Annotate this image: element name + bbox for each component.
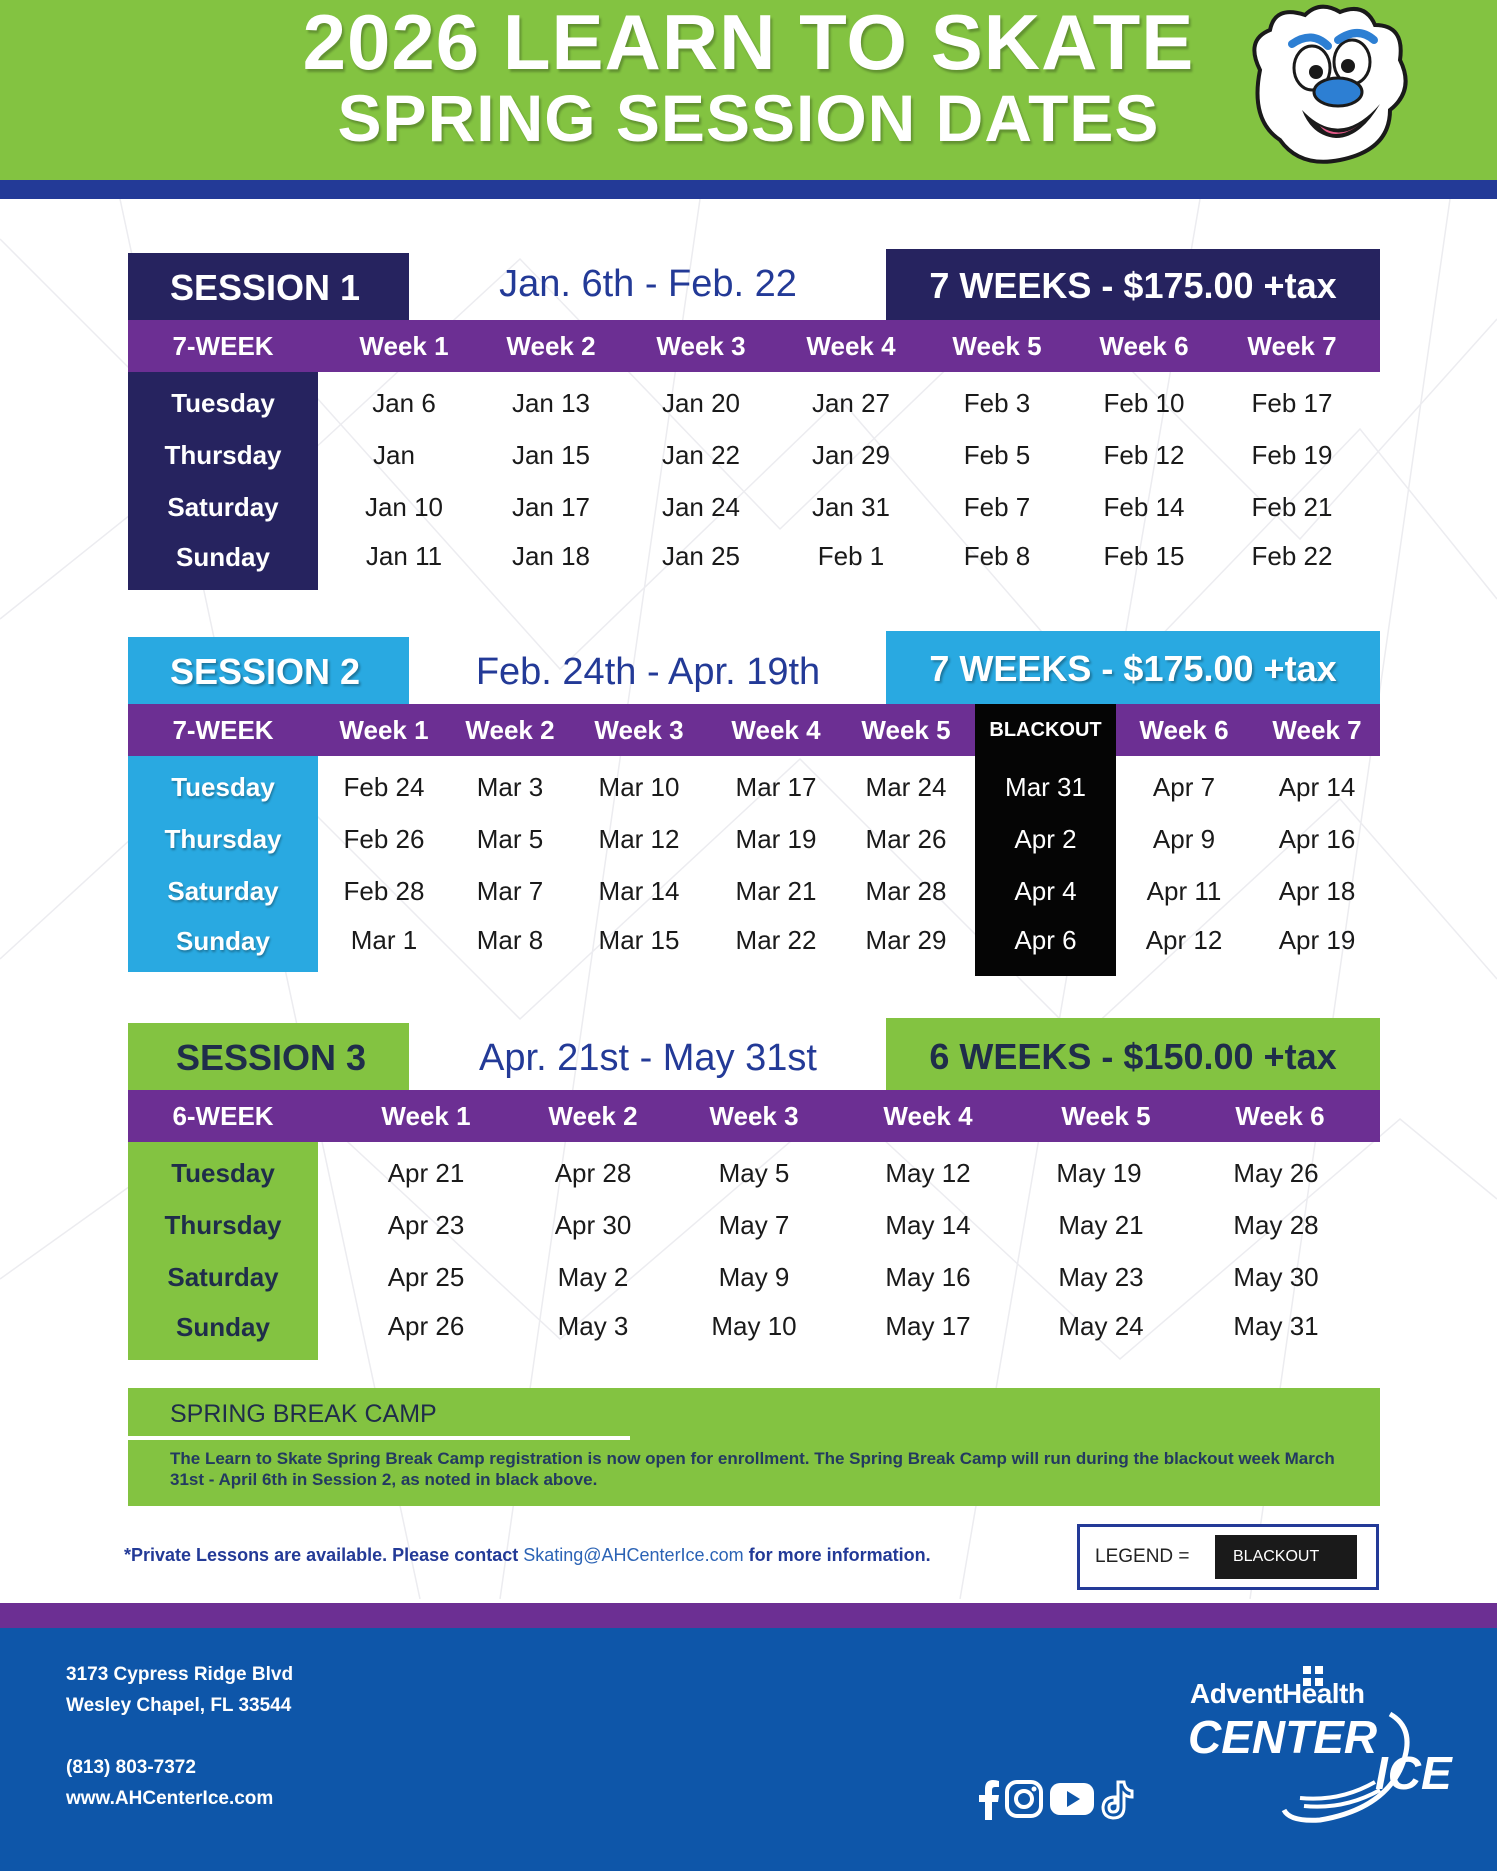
date-cell: Apr 7 — [1152, 772, 1216, 802]
date-cell: Feb 1 — [817, 541, 885, 571]
date-cell: Apr 11 — [1146, 876, 1222, 906]
date-cell: Apr 18 — [1278, 876, 1356, 906]
session-type: 7-WEEK — [172, 715, 274, 745]
address-line-1: 3173 Cypress Ridge Blvd — [66, 1664, 294, 1685]
date-cell: May 28 — [1233, 1210, 1319, 1240]
date-cell: May 19 — [1056, 1158, 1142, 1188]
date-cell: Mar 17 — [735, 772, 817, 802]
date-cell: Mar 3 — [476, 772, 544, 802]
legend-label: LEGEND = — [1095, 1546, 1190, 1567]
date-cell: Feb 12 — [1103, 440, 1185, 470]
date-cell: Mar 21 — [735, 876, 817, 906]
date-cell: May 30 — [1233, 1262, 1319, 1292]
date-cell: Mar 26 — [865, 824, 947, 854]
date-cell: Feb 14 — [1103, 492, 1185, 522]
blackout-date-cell: Mar 31 — [1005, 772, 1086, 802]
date-cell: May 3 — [557, 1311, 629, 1341]
session-label: SESSION 3 — [128, 1023, 409, 1093]
date-cell: Mar 12 — [598, 824, 680, 854]
day-label: Thursday — [164, 440, 282, 470]
address-line-2: Wesley Chapel, FL 33544 — [66, 1695, 292, 1716]
date-cell: Jan 6 — [372, 388, 436, 418]
date-cell: Mar 29 — [865, 925, 947, 955]
session-type: 7-WEEK — [172, 331, 274, 361]
date-cell: May 7 — [718, 1210, 790, 1240]
date-cell: Jan 31 — [811, 492, 891, 522]
date-cell: May 2 — [557, 1262, 629, 1292]
day-label: Tuesday — [171, 772, 275, 802]
day-label: Sunday — [176, 542, 270, 572]
date-cell: Apr 25 — [387, 1262, 465, 1292]
date-cell: Apr 28 — [554, 1158, 632, 1188]
date-cell: Feb 17 — [1251, 388, 1333, 418]
session-header-row — [128, 1090, 1380, 1142]
session-dates: Apr. 21st - May 31st — [479, 1037, 817, 1079]
week-header: Week 1 — [339, 715, 429, 745]
brand-name: AdventHealth — [1190, 1678, 1365, 1709]
website-link[interactable]: www.AHCenterIce.com — [66, 1788, 274, 1809]
tiktok-icon[interactable] — [1100, 1780, 1134, 1820]
week-header: Week 3 — [594, 715, 684, 745]
date-cell: Feb 22 — [1251, 541, 1333, 571]
date-cell: Apr 16 — [1278, 824, 1356, 854]
date-cell: Jan 13 — [511, 388, 591, 418]
page-title: 2026 LEARN TO SKATE — [302, 0, 1195, 86]
week-header: Week 3 — [709, 1101, 799, 1131]
week-header: Week 6 — [1139, 715, 1229, 745]
week-header: Week 4 — [806, 331, 896, 361]
date-cell: Apr 9 — [1152, 824, 1216, 854]
date-cell: Jan 18 — [511, 541, 591, 571]
week-header: Week 7 — [1247, 331, 1337, 361]
page-subtitle: SPRING SESSION DATES — [337, 81, 1160, 155]
date-cell: May 10 — [711, 1311, 797, 1341]
date-cell: May 9 — [718, 1262, 790, 1292]
day-label: Tuesday — [171, 388, 275, 418]
date-cell: Mar 5 — [476, 824, 544, 854]
date-cell: May 21 — [1058, 1210, 1144, 1240]
session-price: 7 WEEKS - $175.00 +tax — [886, 249, 1380, 323]
week-header: Week 2 — [548, 1101, 638, 1131]
day-label: Saturday — [167, 876, 279, 906]
week-header: Week 4 — [883, 1101, 973, 1131]
day-label: Sunday — [176, 1312, 270, 1342]
date-cell: Jan 20 — [661, 388, 741, 418]
day-label: Saturday — [167, 492, 279, 522]
week-header: Week 3 — [656, 331, 746, 361]
date-cell: May 24 — [1058, 1311, 1144, 1341]
date-cell: Jan 17 — [511, 492, 591, 522]
day-label: Saturday — [167, 1262, 279, 1292]
date-cell: Feb 7 — [963, 492, 1031, 522]
week-header: Week 2 — [506, 331, 596, 361]
week-header: Week 1 — [359, 331, 449, 361]
skate-blade-icon — [1280, 1710, 1420, 1830]
week-header: Week 6 — [1235, 1101, 1325, 1131]
day-label: Thursday — [164, 824, 282, 854]
session-label: SESSION 1 — [128, 253, 409, 323]
legend — [1077, 1524, 1379, 1590]
camp-description: The Learn to Skate Spring Break Camp registration is now open for enrollment. The Spring Break Camp will run during the blackout week March 31st - April 6th in Session 2, as noted in black above. — [170, 1449, 1335, 1489]
week-header: Week 4 — [731, 715, 821, 745]
date-cell: Mar 7 — [476, 876, 544, 906]
date-cell: Apr 30 — [554, 1210, 632, 1240]
camp-underline — [128, 1436, 630, 1440]
week-header: Week 7 — [1272, 715, 1362, 745]
date-cell: May 23 — [1058, 1262, 1144, 1292]
day-label: Sunday — [176, 926, 270, 956]
date-cell: Mar 10 — [598, 772, 680, 802]
blackout-date-cell: Apr 2 — [1014, 824, 1077, 854]
date-cell: Feb 3 — [963, 388, 1031, 418]
date-cell: Mar 22 — [735, 925, 817, 955]
blackout-date-cell: Apr 4 — [1014, 876, 1077, 906]
week-header: Week 5 — [952, 331, 1042, 361]
date-cell: Jan 15 — [511, 440, 591, 470]
instagram-icon[interactable] — [1005, 1780, 1043, 1818]
brand-ice: ICE — [1375, 1747, 1452, 1799]
blackout-date-cell: Apr 6 — [1014, 925, 1077, 955]
date-cell: Feb 19 — [1251, 440, 1333, 470]
date-cell: Apr 21 — [387, 1158, 465, 1188]
date-cell: May 26 — [1233, 1158, 1319, 1188]
date-cell: Feb 28 — [343, 876, 425, 906]
session-type: 6-WEEK — [172, 1101, 274, 1131]
camp-title: SPRING BREAK CAMP — [170, 1400, 437, 1428]
footer-stripe — [0, 1603, 1497, 1628]
date-cell: Jan 27 — [811, 388, 891, 418]
date-cell: Feb 21 — [1251, 492, 1333, 522]
facebook-icon[interactable] — [978, 1780, 1000, 1820]
private-note-text: *Private Lessons are available. Please contact — [124, 1545, 524, 1565]
legend-blackout-swatch: BLACKOUT — [1215, 1535, 1357, 1579]
date-cell: Apr 26 — [387, 1311, 465, 1341]
date-cell: May 14 — [885, 1210, 971, 1240]
session-dates: Jan. 6th - Feb. 22 — [499, 263, 797, 305]
date-cell: Feb 5 — [963, 440, 1031, 470]
session-header-row — [128, 704, 1380, 756]
day-label: Thursday — [164, 1210, 282, 1240]
date-cell: Jan 22 — [661, 440, 741, 470]
date-cell: May 17 — [885, 1311, 971, 1341]
date-cell: Apr 23 — [387, 1210, 465, 1240]
week-header: Week 6 — [1099, 331, 1189, 361]
session-header-row — [128, 320, 1380, 372]
date-cell: May 16 — [885, 1262, 971, 1292]
session-label: SESSION 2 — [128, 637, 409, 707]
date-cell: Jan — [373, 440, 415, 470]
day-label: Tuesday — [171, 1158, 275, 1188]
contact-email-link[interactable]: Skating@AHCenterIce.com — [523, 1545, 744, 1565]
week-header: Week 1 — [381, 1101, 471, 1131]
week-header: Week 2 — [465, 715, 555, 745]
date-cell: Apr 19 — [1278, 925, 1356, 955]
day-column — [128, 1142, 318, 1360]
date-cell: Feb 24 — [343, 772, 425, 802]
yeti-mascot-icon — [1240, 0, 1420, 170]
date-cell: Apr 12 — [1145, 925, 1223, 955]
phone-number[interactable]: (813) 803-7372 — [66, 1757, 196, 1778]
date-cell: Jan 11 — [365, 541, 443, 571]
date-cell: Mar 8 — [476, 925, 544, 955]
private-lessons-note — [124, 1545, 931, 1566]
date-cell: May 12 — [885, 1158, 971, 1188]
blackout-header: BLACKOUT — [975, 704, 1116, 756]
week-header: Week 5 — [1061, 1101, 1151, 1131]
week-header: Week 5 — [861, 715, 951, 745]
date-cell: Mar 19 — [735, 824, 817, 854]
date-cell: Feb 26 — [343, 824, 425, 854]
day-column — [128, 372, 318, 590]
youtube-icon[interactable] — [1049, 1780, 1095, 1818]
session-price: 7 WEEKS - $175.00 +tax — [886, 631, 1380, 707]
day-column — [128, 756, 318, 972]
date-cell: Mar 24 — [865, 772, 947, 802]
spring-break-camp — [128, 1388, 1380, 1506]
private-note-text-end: for more information. — [743, 1545, 931, 1565]
date-cell: Feb 15 — [1103, 541, 1185, 571]
date-cell: Mar 15 — [598, 925, 680, 955]
header-stripe — [0, 180, 1497, 199]
date-cell: Apr 14 — [1278, 772, 1356, 802]
date-cell: Jan 24 — [661, 492, 741, 522]
session-price: 6 WEEKS - $150.00 +tax — [886, 1018, 1380, 1093]
date-cell: May 5 — [718, 1158, 790, 1188]
date-cell: Mar 14 — [598, 876, 680, 906]
session-dates: Feb. 24th - Apr. 19th — [475, 651, 821, 693]
date-cell: Mar 28 — [865, 876, 947, 906]
date-cell: Jan 25 — [661, 541, 741, 571]
date-cell: May 31 — [1233, 1311, 1319, 1341]
date-cell: Mar 1 — [350, 925, 418, 955]
date-cell: Jan 29 — [811, 440, 891, 470]
date-cell: Feb 8 — [963, 541, 1031, 571]
date-cell: Jan 10 — [364, 492, 444, 522]
date-cell: Feb 10 — [1103, 388, 1185, 418]
brand-center: CENTER — [1188, 1711, 1378, 1763]
